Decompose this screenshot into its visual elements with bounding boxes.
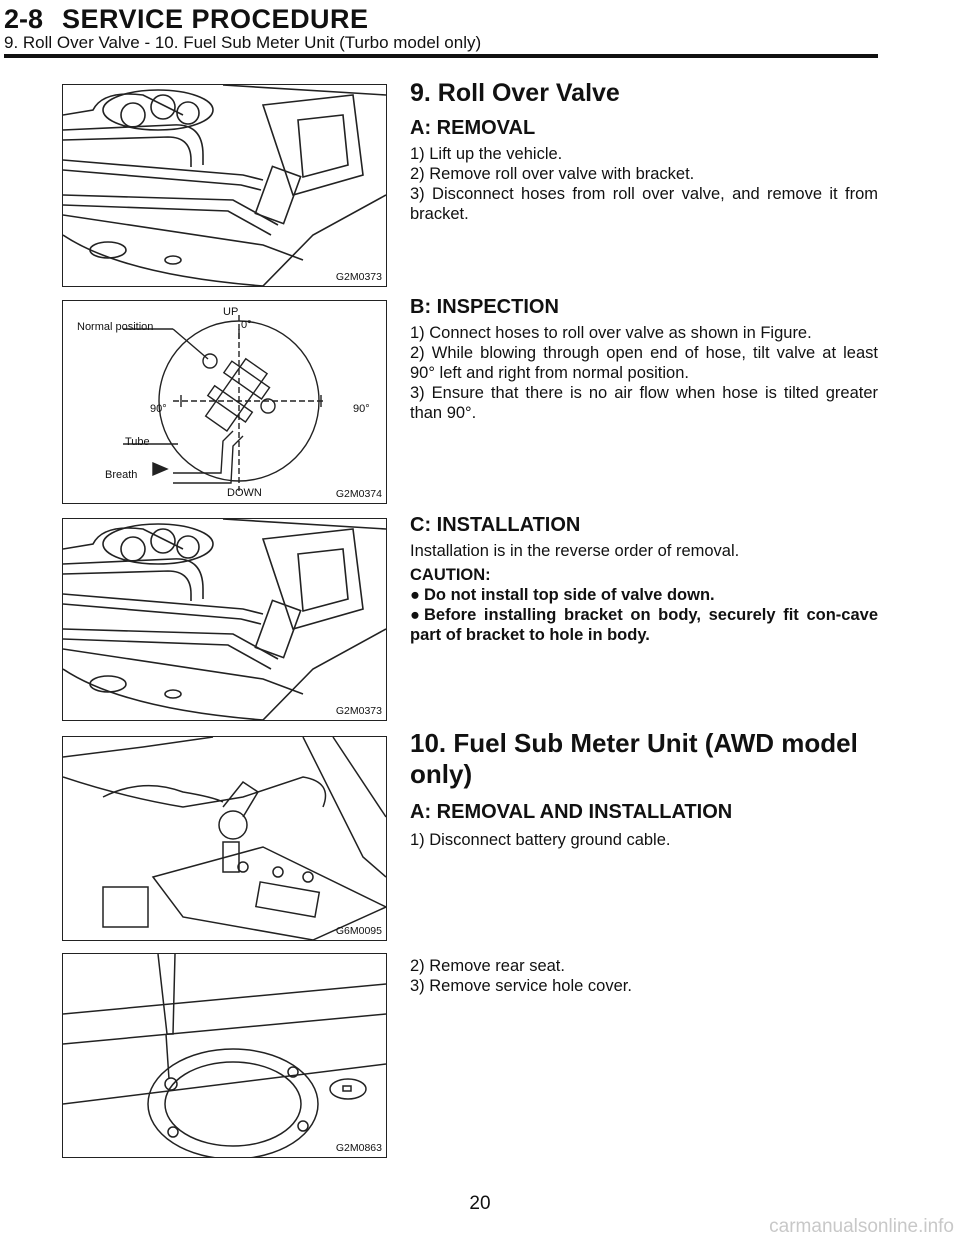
removal-installation-heading: A: REMOVAL AND INSTALLATION [410,801,733,823]
figure-roll-over-valve-removal [62,84,387,287]
caution-label: CAUTION: [410,566,491,584]
installation-heading: C: INSTALLATION [410,514,581,536]
label-normal-position: Normal position [77,321,154,333]
section-installation [410,513,878,645]
step: 3) Disconnect hoses from roll over valve, and remove it from bracket. [410,185,878,223]
section-fuel-sub-meter [410,728,878,850]
inspection-steps [410,323,878,423]
battery-illustration [63,737,386,940]
watermark: carmanualsonline.info [769,1216,954,1237]
figure-caption: G2M0374 [335,488,382,500]
bullet: ● [410,606,420,624]
figure-caption: G2M0863 [335,1142,382,1154]
label-zero-degrees: 0° [241,319,252,331]
figure-caption: G6M0095 [335,925,382,937]
figure-service-hole-cover [62,953,387,1158]
section-code: 2-8 [4,4,44,34]
step: 3) Ensure that there is no air flow when hose is tilted greater than 90°. [410,384,878,422]
step: 2) While blowing through open end of hose, tilt valve at least 90° left and right from normal position. [410,344,878,382]
page-title: SERVICE PROCEDURE [62,4,369,34]
figure-caption: G2M0373 [335,705,382,717]
hose-illustration [63,519,386,720]
figure-battery-ground-cable [62,736,387,941]
figure-roll-over-valve-inspection [62,300,387,504]
page-number: 20 [469,1193,491,1214]
service-hole-illustration [63,954,386,1157]
step: 1) Disconnect battery ground cable. [410,831,671,849]
section-roll-over-valve [410,78,878,224]
caution-item: ● Do not install top side of valve down. [410,586,715,604]
label-left-90: 90° [150,403,167,415]
step: 2) Remove roll over valve with bracket. [410,165,695,183]
figure-caption: G2M0373 [335,271,382,283]
installation-text: Installation is in the reverse order of removal. [410,542,740,560]
bullet: ● [410,586,420,604]
removal-steps [410,144,878,224]
label-down: DOWN [227,487,262,499]
removal-heading: A: REMOVAL [410,117,536,139]
step: 1) Connect hoses to roll over valve as shown in Figure. [410,324,812,342]
label-right-90: 90° [353,403,370,415]
figure-roll-over-valve-installation [62,518,387,721]
inspection-heading: B: INSPECTION [410,296,559,318]
hose-illustration [63,85,386,286]
section-fuel-sub-meter-steps [410,956,878,996]
section-heading: 9. Roll Over Valve [410,79,620,107]
page-subtitle: 9. Roll Over Valve - 10. Fuel Sub Meter Unit (Turbo model only) [4,33,482,52]
section-heading: 10. Fuel Sub Meter Unit (AWD model only) [410,728,858,789]
label-breath: Breath [105,469,138,481]
step: 3) Remove service hole cover. [410,977,632,995]
label-tube: Tube [125,436,150,448]
section-inspection [410,295,878,423]
caution-item: ● Before installing bracket on body, securely fit con-cave part of bracket to hole in body. [410,606,878,644]
header-rule [4,54,878,58]
page-header [0,0,960,60]
label-up: UP [223,306,239,318]
step: 1) Lift up the vehicle. [410,145,563,163]
step: 2) Remove rear seat. [410,957,565,975]
